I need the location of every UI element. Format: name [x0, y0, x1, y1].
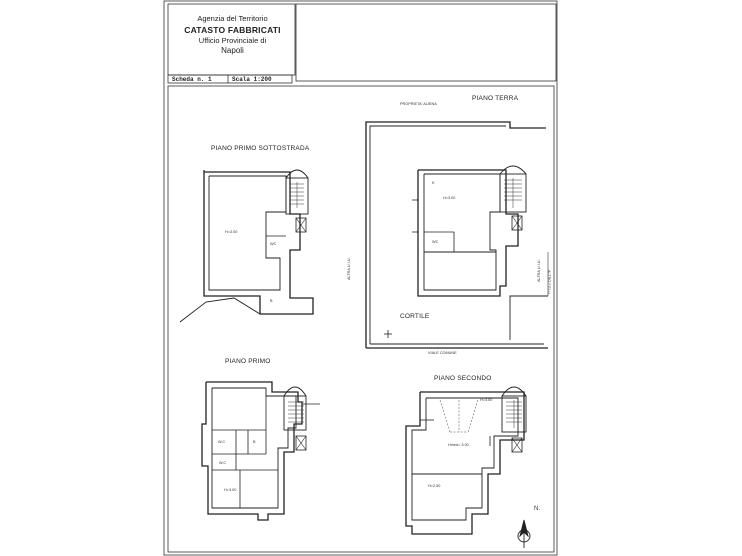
stamp-box: [296, 4, 556, 81]
height-label: H=2.50: [428, 484, 441, 488]
height-label: H=3.00: [224, 488, 237, 492]
wc-label: W.C: [218, 440, 226, 444]
scale-label: Scala 1:200: [232, 76, 272, 83]
wc-label: WC: [432, 240, 439, 244]
stair-sottostrada: [290, 182, 304, 208]
sheet-border: [164, 1, 557, 555]
plan-title-primo: PIANO PRIMO: [225, 358, 271, 365]
plan-terra: [366, 122, 548, 348]
office-label: Ufficio Provinciale di: [198, 36, 267, 45]
plan-secondo: [406, 387, 526, 534]
north-label: N.: [534, 506, 540, 512]
plan-sottostrada: [180, 170, 313, 322]
height-label: H=3.00: [225, 230, 238, 234]
plan-title-secondo: PIANO SECONDO: [434, 375, 492, 382]
drawing-frame: [168, 86, 554, 552]
registry-title: CATASTO FABBRICATI: [184, 25, 281, 35]
room-label-b: B: [253, 440, 256, 444]
kitchen-label: K: [432, 181, 435, 185]
courtyard-label: CORTILE: [400, 313, 430, 320]
plan-primo: [202, 382, 320, 520]
roof-lines-secondo: [440, 400, 478, 432]
plan-title-terra: PIANO TERRA: [472, 95, 519, 102]
wc-label: WC: [270, 242, 277, 246]
agency-name: Agenzia del Territorio: [197, 14, 268, 23]
north-arrow-icon: [518, 520, 530, 548]
height-label: H=3.00: [443, 196, 456, 200]
height-label: H=3.50: [480, 398, 493, 402]
left-boundary-label: ALTRA U.I.U.: [347, 257, 351, 280]
wc-label: W.C: [219, 461, 227, 465]
far-right-boundary-label: ALTRO F.ELLI: [547, 270, 551, 295]
top-boundary-label: PROPRIETA' ALIENA: [400, 102, 437, 106]
office-city: Napoli: [221, 46, 244, 55]
right-boundary-label: ALTRA U.I.U.: [537, 259, 541, 282]
bottom-boundary-label: VIALE COMUNE: [428, 351, 457, 355]
plan-title-sottostrada: PIANO PRIMO SOTTOSTRADA: [211, 145, 310, 152]
room-label-b: B: [270, 299, 273, 303]
stair-terra: [504, 178, 522, 208]
stair-secondo: [506, 400, 522, 428]
scheda-number: Scheda n. 1: [172, 76, 212, 83]
height-label: Hmed= 3.00: [448, 443, 469, 447]
